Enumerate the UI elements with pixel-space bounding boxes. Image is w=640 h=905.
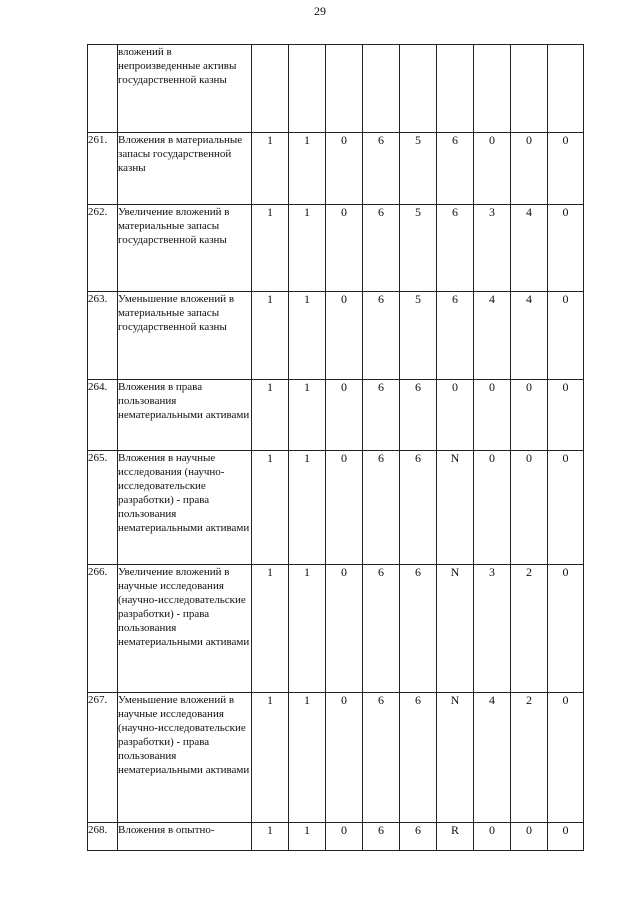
code-digit: 0 bbox=[326, 133, 363, 205]
code-digit: 0 bbox=[326, 292, 363, 380]
table-row bbox=[88, 133, 584, 205]
code-digit: N bbox=[437, 451, 474, 565]
code-digit: 0 bbox=[511, 823, 548, 851]
code-digit: 0 bbox=[511, 380, 548, 451]
code-digit: 0 bbox=[548, 693, 584, 823]
code-digit: 0 bbox=[474, 451, 511, 565]
account-name: Вложения в научные исследования (научно-исследовательские разработки) - права пользования нематериальными активами bbox=[118, 451, 252, 565]
code-digit: 6 bbox=[363, 133, 400, 205]
code-digit: 0 bbox=[548, 133, 584, 205]
code-digit: 1 bbox=[289, 693, 326, 823]
code-digit: 3 bbox=[474, 565, 511, 693]
code-digit: 1 bbox=[289, 133, 326, 205]
code-digit: 6 bbox=[363, 205, 400, 292]
code-digit: 0 bbox=[548, 380, 584, 451]
code-digit bbox=[252, 45, 289, 133]
code-digit: 0 bbox=[326, 205, 363, 292]
code-digit: 5 bbox=[400, 292, 437, 380]
account-name: вложений в непроизведенные активы государственной казны bbox=[118, 45, 252, 133]
code-digit: 0 bbox=[548, 292, 584, 380]
table-row bbox=[88, 823, 584, 851]
code-digit: 0 bbox=[548, 823, 584, 851]
code-digit: 0 bbox=[511, 451, 548, 565]
row-number: 261. bbox=[88, 133, 118, 205]
code-digit: 6 bbox=[437, 205, 474, 292]
code-digit bbox=[326, 45, 363, 133]
code-digit: 0 bbox=[474, 380, 511, 451]
table-row bbox=[88, 451, 584, 565]
code-digit: 1 bbox=[289, 205, 326, 292]
row-number: 265. bbox=[88, 451, 118, 565]
code-digit: 0 bbox=[326, 380, 363, 451]
code-digit: 0 bbox=[474, 823, 511, 851]
code-digit: 1 bbox=[252, 133, 289, 205]
code-digit: 0 bbox=[437, 380, 474, 451]
code-digit: 0 bbox=[548, 565, 584, 693]
code-digit bbox=[437, 45, 474, 133]
code-digit: 1 bbox=[252, 205, 289, 292]
code-digit: 6 bbox=[363, 823, 400, 851]
code-digit bbox=[400, 45, 437, 133]
code-digit: 1 bbox=[289, 565, 326, 693]
account-name: Вложения в права пользования нематериальными активами bbox=[118, 380, 252, 451]
code-digit: 4 bbox=[511, 292, 548, 380]
code-digit: 2 bbox=[511, 693, 548, 823]
code-digit: N bbox=[437, 693, 474, 823]
code-digit: 0 bbox=[511, 133, 548, 205]
table-row bbox=[88, 693, 584, 823]
code-digit bbox=[511, 45, 548, 133]
code-digit: 1 bbox=[252, 380, 289, 451]
accounts-table bbox=[87, 44, 584, 851]
code-digit: 6 bbox=[363, 451, 400, 565]
row-number: 267. bbox=[88, 693, 118, 823]
row-number: 263. bbox=[88, 292, 118, 380]
account-name: Уменьшение вложений в научные исследования (научно-исследовательские разработки) - права пользования нематериальными активами bbox=[118, 693, 252, 823]
row-number: 266. bbox=[88, 565, 118, 693]
account-name: Вложения в материальные запасы государственной казны bbox=[118, 133, 252, 205]
page-number: 29 bbox=[314, 4, 326, 18]
code-digit bbox=[363, 45, 400, 133]
code-digit: 1 bbox=[289, 823, 326, 851]
code-digit: 1 bbox=[289, 292, 326, 380]
code-digit: 6 bbox=[437, 133, 474, 205]
code-digit: 6 bbox=[400, 823, 437, 851]
code-digit: 6 bbox=[400, 451, 437, 565]
code-digit: 0 bbox=[326, 693, 363, 823]
code-digit: 1 bbox=[252, 823, 289, 851]
account-name: Увеличение вложений в научные исследования (научно-исследовательские разработки) - права пользования нематериальными активами bbox=[118, 565, 252, 693]
table-row bbox=[88, 565, 584, 693]
code-digit: 0 bbox=[326, 451, 363, 565]
code-digit: 1 bbox=[289, 451, 326, 565]
code-digit: 0 bbox=[548, 205, 584, 292]
code-digit: 0 bbox=[548, 451, 584, 565]
account-name: Уменьшение вложений в материальные запасы государственной казны bbox=[118, 292, 252, 380]
code-digit: 6 bbox=[363, 380, 400, 451]
row-number: 262. bbox=[88, 205, 118, 292]
table-row bbox=[88, 292, 584, 380]
table-row bbox=[88, 380, 584, 451]
code-digit: 6 bbox=[400, 693, 437, 823]
table-row bbox=[88, 45, 584, 133]
code-digit: 4 bbox=[511, 205, 548, 292]
code-digit: 4 bbox=[474, 292, 511, 380]
code-digit: 1 bbox=[252, 292, 289, 380]
code-digit: 6 bbox=[363, 292, 400, 380]
code-digit: N bbox=[437, 565, 474, 693]
table-row bbox=[88, 205, 584, 292]
code-digit: 3 bbox=[474, 205, 511, 292]
code-digit: 1 bbox=[252, 693, 289, 823]
code-digit: 2 bbox=[511, 565, 548, 693]
code-digit: 1 bbox=[252, 565, 289, 693]
code-digit: 0 bbox=[326, 823, 363, 851]
row-number: 264. bbox=[88, 380, 118, 451]
row-number bbox=[88, 45, 118, 133]
code-digit bbox=[474, 45, 511, 133]
account-name: Вложения в опытно- bbox=[118, 823, 252, 851]
code-digit: 5 bbox=[400, 205, 437, 292]
code-digit: 6 bbox=[363, 565, 400, 693]
code-digit bbox=[289, 45, 326, 133]
code-digit: 1 bbox=[252, 451, 289, 565]
code-digit bbox=[548, 45, 584, 133]
code-digit: 6 bbox=[400, 380, 437, 451]
code-digit: 0 bbox=[474, 133, 511, 205]
code-digit: 6 bbox=[400, 565, 437, 693]
account-name: Увеличение вложений в материальные запасы государственной казны bbox=[118, 205, 252, 292]
code-digit: 6 bbox=[437, 292, 474, 380]
code-digit: 0 bbox=[326, 565, 363, 693]
code-digit: 6 bbox=[363, 693, 400, 823]
row-number: 268. bbox=[88, 823, 118, 851]
code-digit: 1 bbox=[289, 380, 326, 451]
code-digit: 4 bbox=[474, 693, 511, 823]
code-digit: R bbox=[437, 823, 474, 851]
code-digit: 5 bbox=[400, 133, 437, 205]
